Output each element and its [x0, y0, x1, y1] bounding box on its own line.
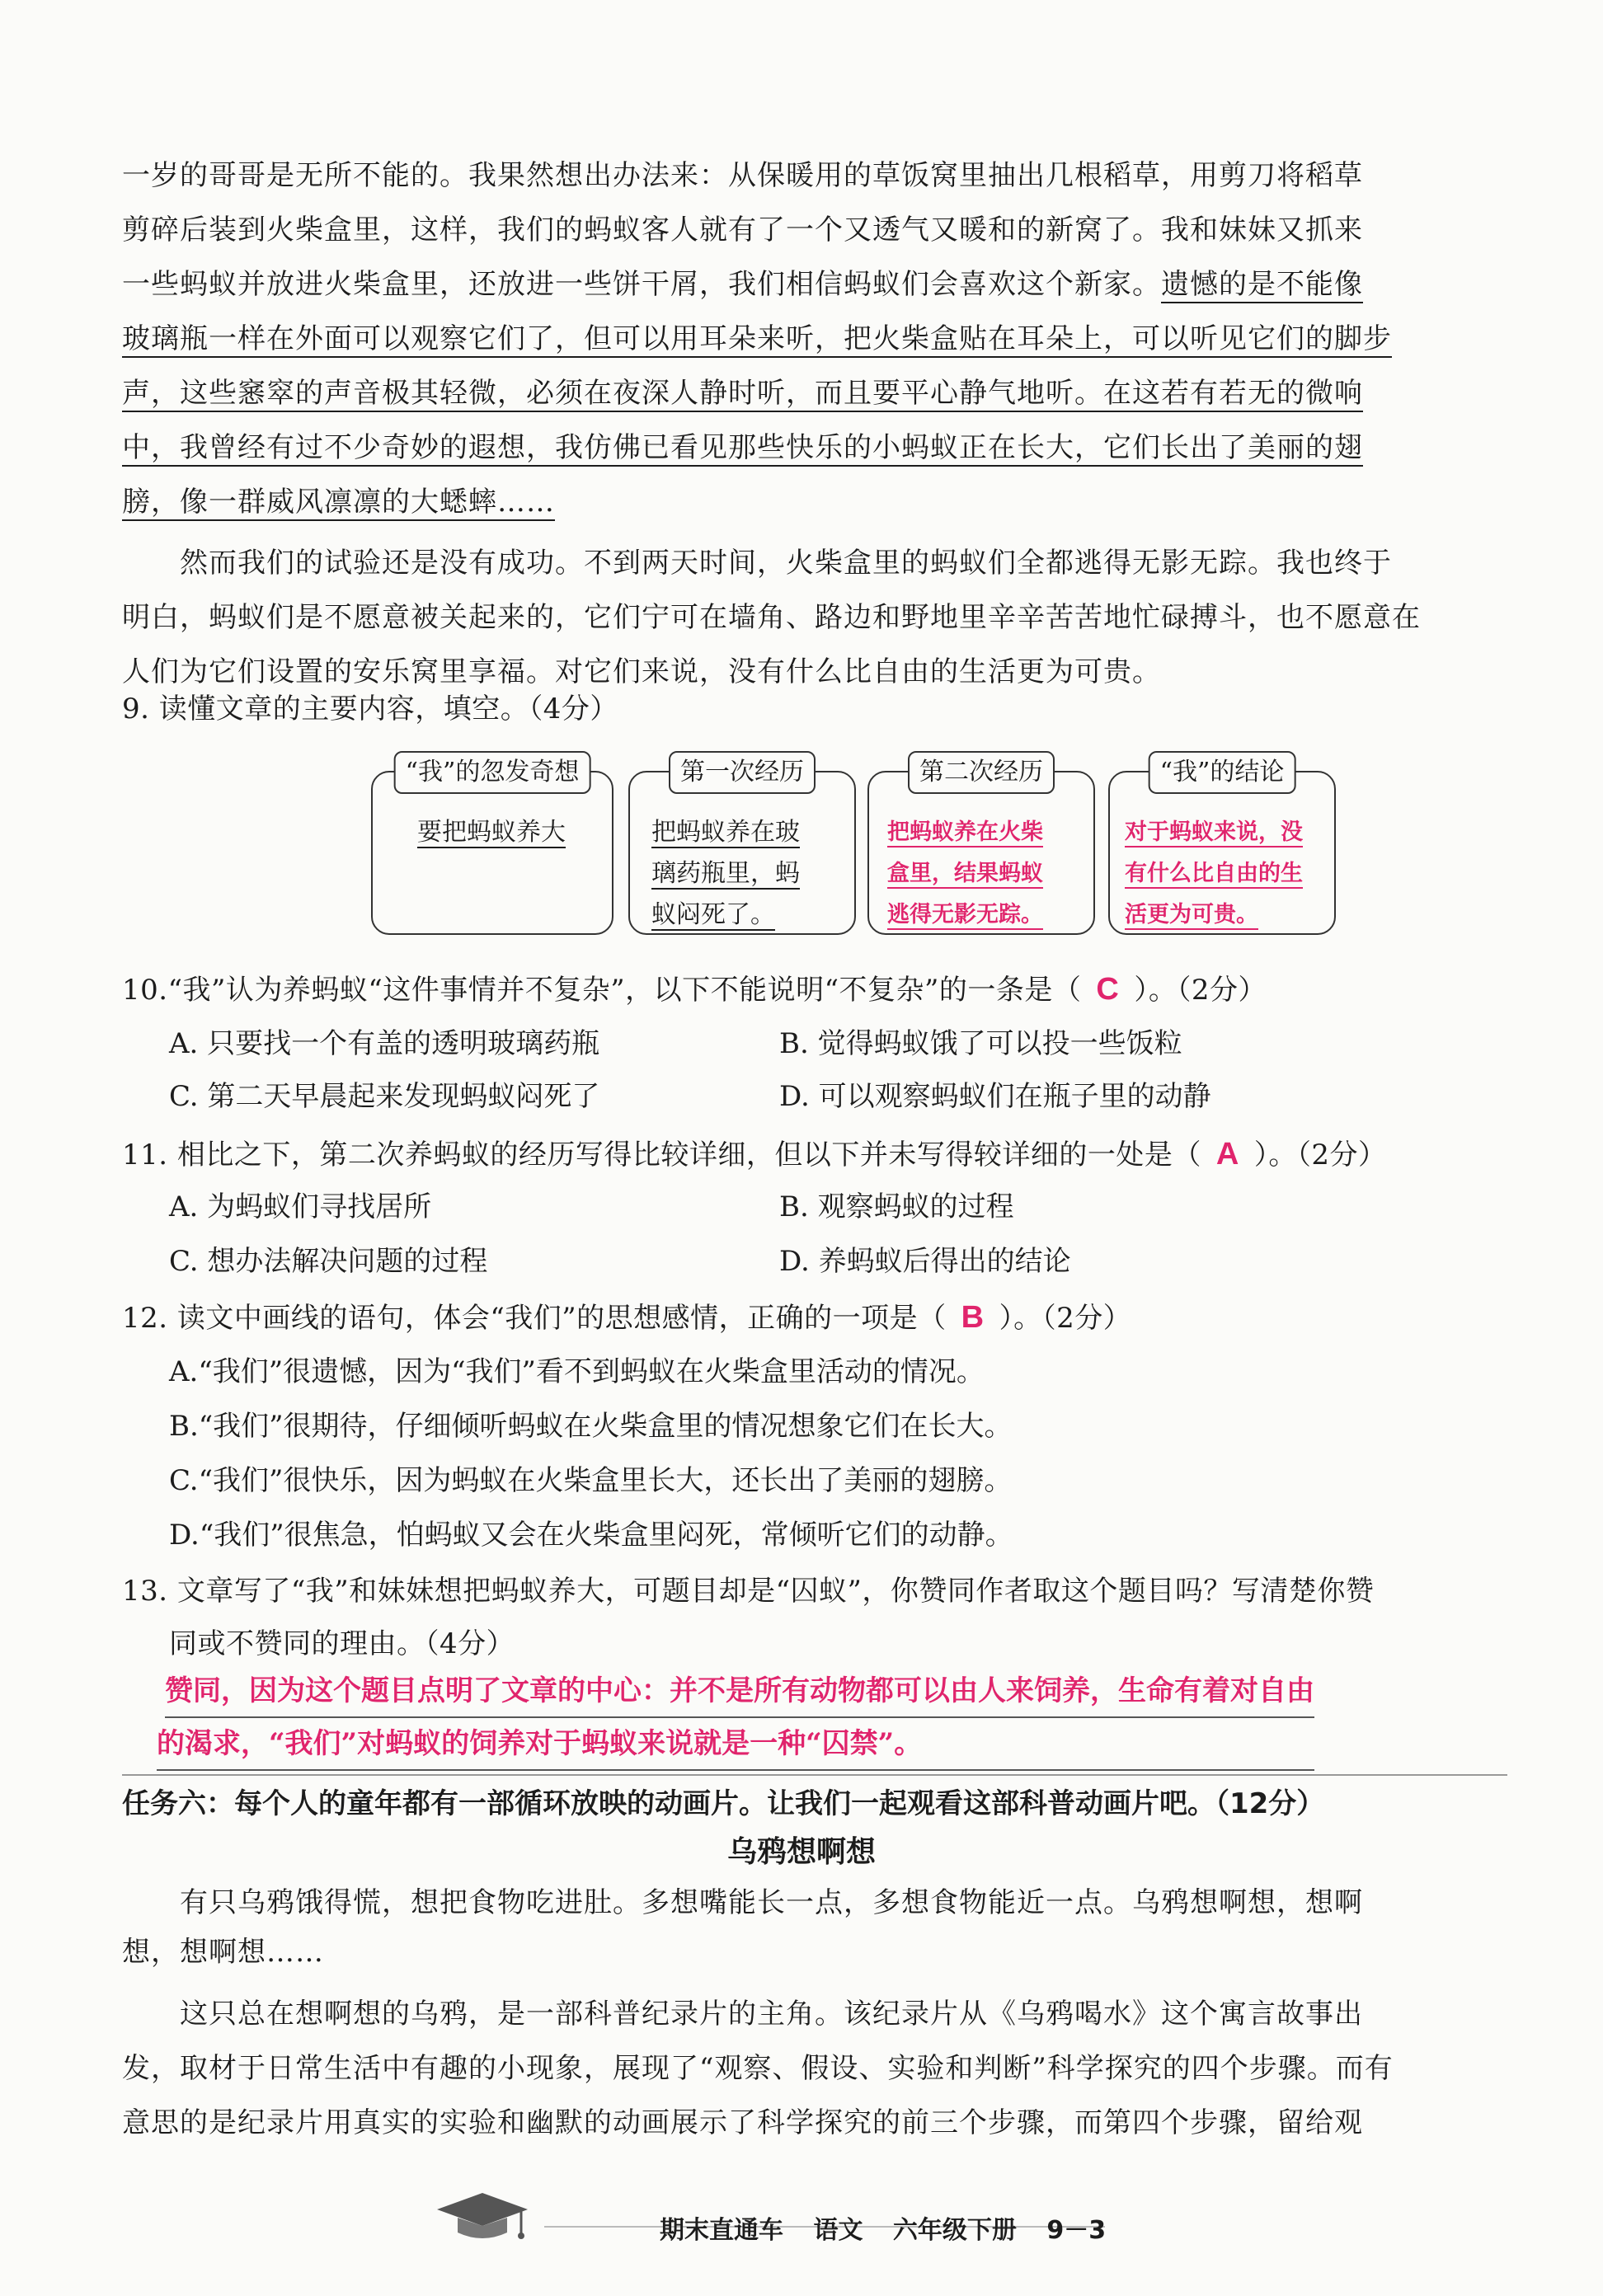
footer: [660, 2209, 1106, 2246]
box-line: 把蚂蚁养在火柴: [887, 819, 1043, 845]
q11-option-d: D. 养蚂蚁后得出的结论: [779, 1245, 1071, 1278]
underlined-line: 玻璃瓶一样在外面可以观察它们了，但可以用耳朵来听，把火柴盒贴在耳朵上，可以听见它们的脚步: [122, 322, 1392, 355]
q10-option-b: B. 觉得蚂蚁饿了可以投一些饭粒: [779, 1027, 1182, 1060]
task6-title: 乌鸦想啊想: [726, 1835, 876, 1869]
q10-answer: C: [1096, 972, 1120, 1007]
question-9-stem: 9. 读懂文章的主要内容，填空。（4分）: [122, 693, 618, 725]
question-12-stem: 12. 读文中画线的语句，体会“我们”的思想感情，正确的一项是（ B ）。（2分）: [122, 1300, 1132, 1335]
q10-option-c: C. 第二天早晨起来发现蚂蚁闷死了: [169, 1080, 600, 1113]
underlined-sentence: 遗憾的是不能像: [1161, 268, 1363, 301]
q11-option-a: A. 为蚂蚁们寻找居所: [169, 1190, 432, 1223]
divider: [122, 1774, 1507, 1776]
passage-line: 想，想啊想……: [122, 1936, 324, 1969]
box-line: 盒里，结果蚂蚁: [887, 861, 1043, 886]
q12-option-d: D.“我们”很焦急，怕蚂蚁又会在火柴盒里闷死，常倾听它们的动静。: [169, 1519, 1013, 1552]
passage-line: 然而我们的试验还是没有成功。不到两天时间，火柴盒里的蚂蚁们全都逃得无影无踪。我也终于: [122, 547, 1392, 580]
box-line: 逃得无影无踪。: [887, 902, 1043, 927]
passage-line: 一些蚂蚁并放进火柴盒里，还放进一些饼干屑，我们相信蚂蚁们会喜欢这个新家。遗憾的是不能像: [122, 268, 1363, 301]
passage-line: 有只乌鸦饿得慌，想把食物吃进肚。多想嘴能长一点，多想食物能近一点。乌鸦想啊想，想啊: [122, 1886, 1363, 1919]
box-line: 对于蚂蚁来说，没: [1125, 819, 1303, 845]
passage-line: 一岁的哥哥是无所不能的。我果然想出办法来：从保暖用的草饭窝里抽出几根稻草，用剪刀将稻草: [122, 159, 1363, 192]
task6-para2: [122, 1987, 1507, 2150]
underlined-line: 声，这些窸窣的声音极其轻微，必须在夜深人静时听，而且要平心静气地听。在这若有若无的微响: [122, 377, 1363, 410]
q12-answer: B: [961, 1300, 985, 1335]
q11-option-b: B. 观察蚂蚁的过程: [779, 1190, 1014, 1223]
task6-heading: 任务六：每个人的童年都有一部循环放映的动画片。让我们一起观看这部科普动画片吧。（12分）: [122, 1787, 1325, 1820]
footer-grade: 六年级下册: [892, 2216, 1017, 2245]
q12-option-a: A.“我们”很遗憾，因为“我们”看不到蚂蚁在火柴盒里活动的情况。: [169, 1355, 985, 1388]
q11-answer: A: [1215, 1137, 1239, 1171]
question-10-stem: 10.“我”认为养蚂蚁“这件事情并不复杂”，以下不能说明“不复杂”的一条是（ C ）。（2分）: [122, 972, 1267, 1007]
footer-book: 期末直通车: [660, 2216, 783, 2245]
passage-top: [122, 148, 1507, 529]
q11-option-c: C. 想办法解决问题的过程: [169, 1245, 488, 1278]
q9-box-4: [1108, 758, 1336, 935]
question-13-stem-line2: 同或不赞同的理由。（4分）: [169, 1627, 515, 1660]
footer-subject: 语文: [813, 2216, 863, 2245]
question-13-stem-line1: 13. 文章写了“我”和妹妹想把蚂蚁养大，可题目却是“囚蚁”，你赞同作者取这个题目吗？写清楚你赞: [122, 1575, 1375, 1608]
answer-line: 的渴求，“我们”对蚂蚁的饲养对于蚂蚁来说就是一种“囚禁”。: [157, 1718, 1314, 1771]
passage-line: 人们为它们设置的安乐窝里享福。对它们来说，没有什么比自由的生活更为可贵。: [122, 655, 1161, 688]
box-line: 蚁闷死了。: [651, 900, 775, 929]
q9-box-1-head: “我”的忽发奇想: [394, 751, 591, 794]
answer-line: 赞同，因为这个题目点明了文章的中心：并不是所有动物都可以由人来饲养，生命有着对自由: [165, 1665, 1314, 1718]
underlined-line: 膀，像一群威风凛凛的大蟋蟀……: [122, 486, 555, 519]
q9-box-2: [628, 758, 856, 935]
box-line: 活更为可贵。: [1125, 902, 1258, 927]
passage-line: 明白，蚂蚁们是不愿意被关起来的，它们宁可在墙角、路边和野地里辛辛苦苦地忙碌搏斗，也不愿意在: [122, 601, 1421, 634]
passage-line: 这只总在想啊想的乌鸦，是一部科普纪录片的主角。该纪录片从《乌鸦喝水》这个寓言故事出: [122, 1998, 1363, 2031]
question-11-stem: 11. 相比之下，第二次养蚂蚁的经历写得比较详细，但以下并未写得较详细的一处是（ A ）。（2分）: [122, 1137, 1387, 1171]
q10-option-d: D. 可以观察蚂蚁们在瓶子里的动静: [779, 1080, 1211, 1113]
q9-box-1-body: [394, 812, 590, 853]
task6-para1: [122, 1878, 1507, 1977]
q12-option-b: B.“我们”很期待，仔细倾听蚂蚁在火柴盒里的情况想象它们在长大。: [169, 1410, 1013, 1443]
q9-box-2-head: 第一次经历: [669, 751, 816, 794]
underlined-line: 中，我曾经有过不少奇妙的遐想，我仿佛已看见那些快乐的小蚂蚁正在长大，它们长出了美丽的翅: [122, 431, 1363, 464]
box-line: 要把蚂蚁养大: [417, 818, 566, 847]
q9-box-3-head: 第二次经历: [908, 751, 1055, 794]
q13-answer: [157, 1665, 1314, 1771]
graduation-cap-icon: [429, 2185, 536, 2254]
footer-page: 9－3: [1046, 2216, 1107, 2245]
q9-box-4-head: “我”的结论: [1149, 751, 1296, 794]
box-line: 璃药瓶里，蚂: [651, 859, 800, 888]
q9-box-3: [867, 758, 1095, 935]
q9-box-4-body: [1125, 812, 1326, 936]
q10-option-a: A. 只要找一个有盖的透明玻璃药瓶: [169, 1027, 600, 1060]
box-line: 把蚂蚁养在玻: [651, 818, 800, 847]
q9-box-2-body: [651, 812, 833, 936]
q9-box-3-body: [887, 812, 1082, 936]
q9-box-1: [371, 758, 613, 935]
passage-para2: [122, 536, 1507, 699]
box-line: 有什么比自由的生: [1125, 861, 1303, 886]
passage-line: 发，取材于日常生活中有趣的小现象，展现了“观察、假设、实验和判断”科学探究的四个步骤。而有: [122, 2052, 1394, 2085]
q12-option-c: C.“我们”很快乐，因为蚂蚁在火柴盒里长大，还长出了美丽的翅膀。: [169, 1464, 1013, 1497]
passage-line: 剪碎后装到火柴盒里，这样，我们的蚂蚁客人就有了一个又透气又暖和的新窝了。我和妹妹又抓来: [122, 214, 1363, 247]
passage-line: 意思的是纪录片用真实的实验和幽默的动画展示了科学探究的前三个步骤，而第四个步骤，留给观: [122, 2106, 1363, 2139]
